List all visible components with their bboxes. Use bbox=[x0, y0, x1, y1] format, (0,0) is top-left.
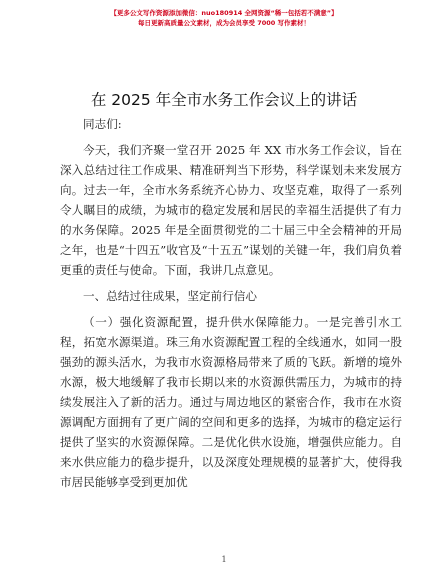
document-body bbox=[60, 114, 402, 492]
page-number: 1 bbox=[221, 555, 227, 564]
document-title: 在 2025 年全市水务工作会议上的讲话 bbox=[90, 91, 358, 109]
body-paragraph: （一）强化资源配置，提升供水保障能力。一是完善引水工程，拓宽水源渠道。珠三角水资源配置工程的全线通水，如同一股强劲的源头活水，为我市水资源格局带来了质的飞跃。新增的境外水源，极大地缓解了我市长期以来的水资源供需压力，为城市的持续发展注入了新的活力。通过与周边地区的紧密合作，我市在水资源调配方面拥有了更广阔的空间和更多的选择，为城市的稳定运行提供了坚实的水资源保障。二是优化供水设施，增强供应能力。自来水供应能力的稳步提升，以及深度处理规模的显著扩大，使得我市居民能够享受到更加优 bbox=[60, 315, 402, 489]
section-heading: 一、总结过往成果，坚定前行信心 bbox=[83, 289, 257, 303]
promo-line-2: 每日更新高质量公文素材，成为会员享受 7000 写作素材！ bbox=[137, 19, 311, 27]
promo-banner bbox=[0, 8, 448, 28]
greeting: 同志们: bbox=[83, 117, 122, 131]
promo-line-1: 【更多公文写作资源添加微信：nuo180914 全网资源“稀一包括若不满意”】 bbox=[110, 9, 338, 17]
intro-paragraph: 今天，我们齐聚一堂召开 2025 年 XX 市水务工作会议，旨在深入总结过往工作成果、精准研判当下形势，科学谋划未来发展方向。过去一年，全市水务系统齐心协力、攻坚克难，取得了一系列令人瞩目的成绩，为城市的稳定发展和居民的幸福生活提供了有力的水务保障。2025 年是全面贯彻党的二十届三中全会精神的开局之年，也是“十四五”收官及“十五五”谋划的关键一年，我们肩负着更重的责任与使命。下面，我讲几点意见。 bbox=[60, 143, 402, 277]
